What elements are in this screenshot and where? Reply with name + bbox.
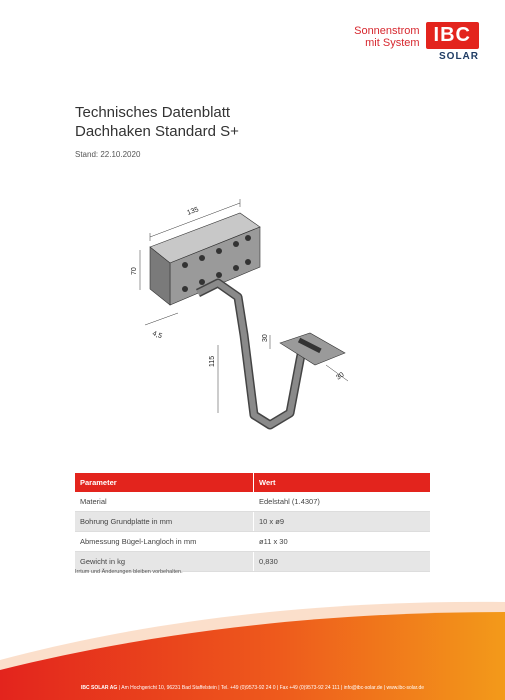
header-value: Wert: [254, 473, 431, 492]
footer-company: IBC SOLAR AG: [81, 685, 118, 691]
disclaimer: Irrtum und Änderungen bleiben vorbehalten.: [75, 569, 183, 575]
row-parameter: Abmessung Bügel-Langloch in mm: [75, 532, 254, 552]
footer-email-link[interactable]: info@ibc-solar.de: [343, 685, 383, 691]
row-parameter: Material: [75, 492, 254, 512]
dim-length: 135: [186, 206, 200, 217]
document-date: Stand: 22.10.2020: [75, 150, 141, 159]
brand-header: [354, 22, 479, 62]
dim-depth: 115: [209, 355, 216, 367]
table-row: [75, 532, 430, 552]
row-parameter: Gewicht in kg: [75, 552, 254, 572]
table-row: [75, 492, 430, 512]
table-header-row: [75, 473, 430, 492]
ibc-solar-logo: [426, 22, 479, 62]
roof-hook-drawing: [130, 185, 380, 450]
dim-hook-height: 30: [262, 334, 269, 342]
dim-thickness: 4,5: [151, 330, 163, 341]
dim-hook-width: 30: [335, 371, 346, 382]
title-line2: Dachhaken Standard S+: [75, 123, 239, 140]
footer-fax: Fax +49 (0)9573-92 24 111: [279, 685, 340, 691]
table-row: [75, 512, 430, 532]
row-parameter: Bohrung Grundplatte in mm: [75, 512, 254, 532]
title-line1: Technisches Datenblatt: [75, 104, 231, 121]
row-value: Edelstahl (1.4307): [254, 492, 431, 512]
tagline-line2: mit System: [365, 37, 420, 49]
footer-address: Am Hochgericht 10, 96231 Bad Staffelstein: [121, 685, 217, 691]
row-value: 10 x ø9: [254, 512, 431, 532]
page-title: [75, 103, 239, 141]
brand-tagline: [354, 25, 419, 49]
row-value: 0,830: [254, 552, 431, 572]
dim-height: 70: [131, 267, 138, 275]
spec-table: [75, 473, 430, 572]
footer-phone: Tel. +49 (0)9573-92 24 0: [220, 685, 276, 691]
logo-text: IBC: [426, 22, 479, 49]
row-value: ø11 x 30: [254, 532, 431, 552]
tagline-line1: Sonnenstrom: [354, 25, 420, 37]
logo-sub: SOLAR: [439, 51, 479, 62]
header-parameter: Parameter: [75, 473, 254, 492]
footer-web-link[interactable]: www.ibc-solar.de: [386, 685, 424, 691]
footer-bar: IBC SOLAR AG | Am Hochgericht 10, 96231 Bad Staffelstein | Tel. +49 (0)9573-92 24 0 | Fax +49 (0)9573-92 24 111 | info@ibc-solar.de | www.ibc-solar.de: [81, 685, 424, 691]
